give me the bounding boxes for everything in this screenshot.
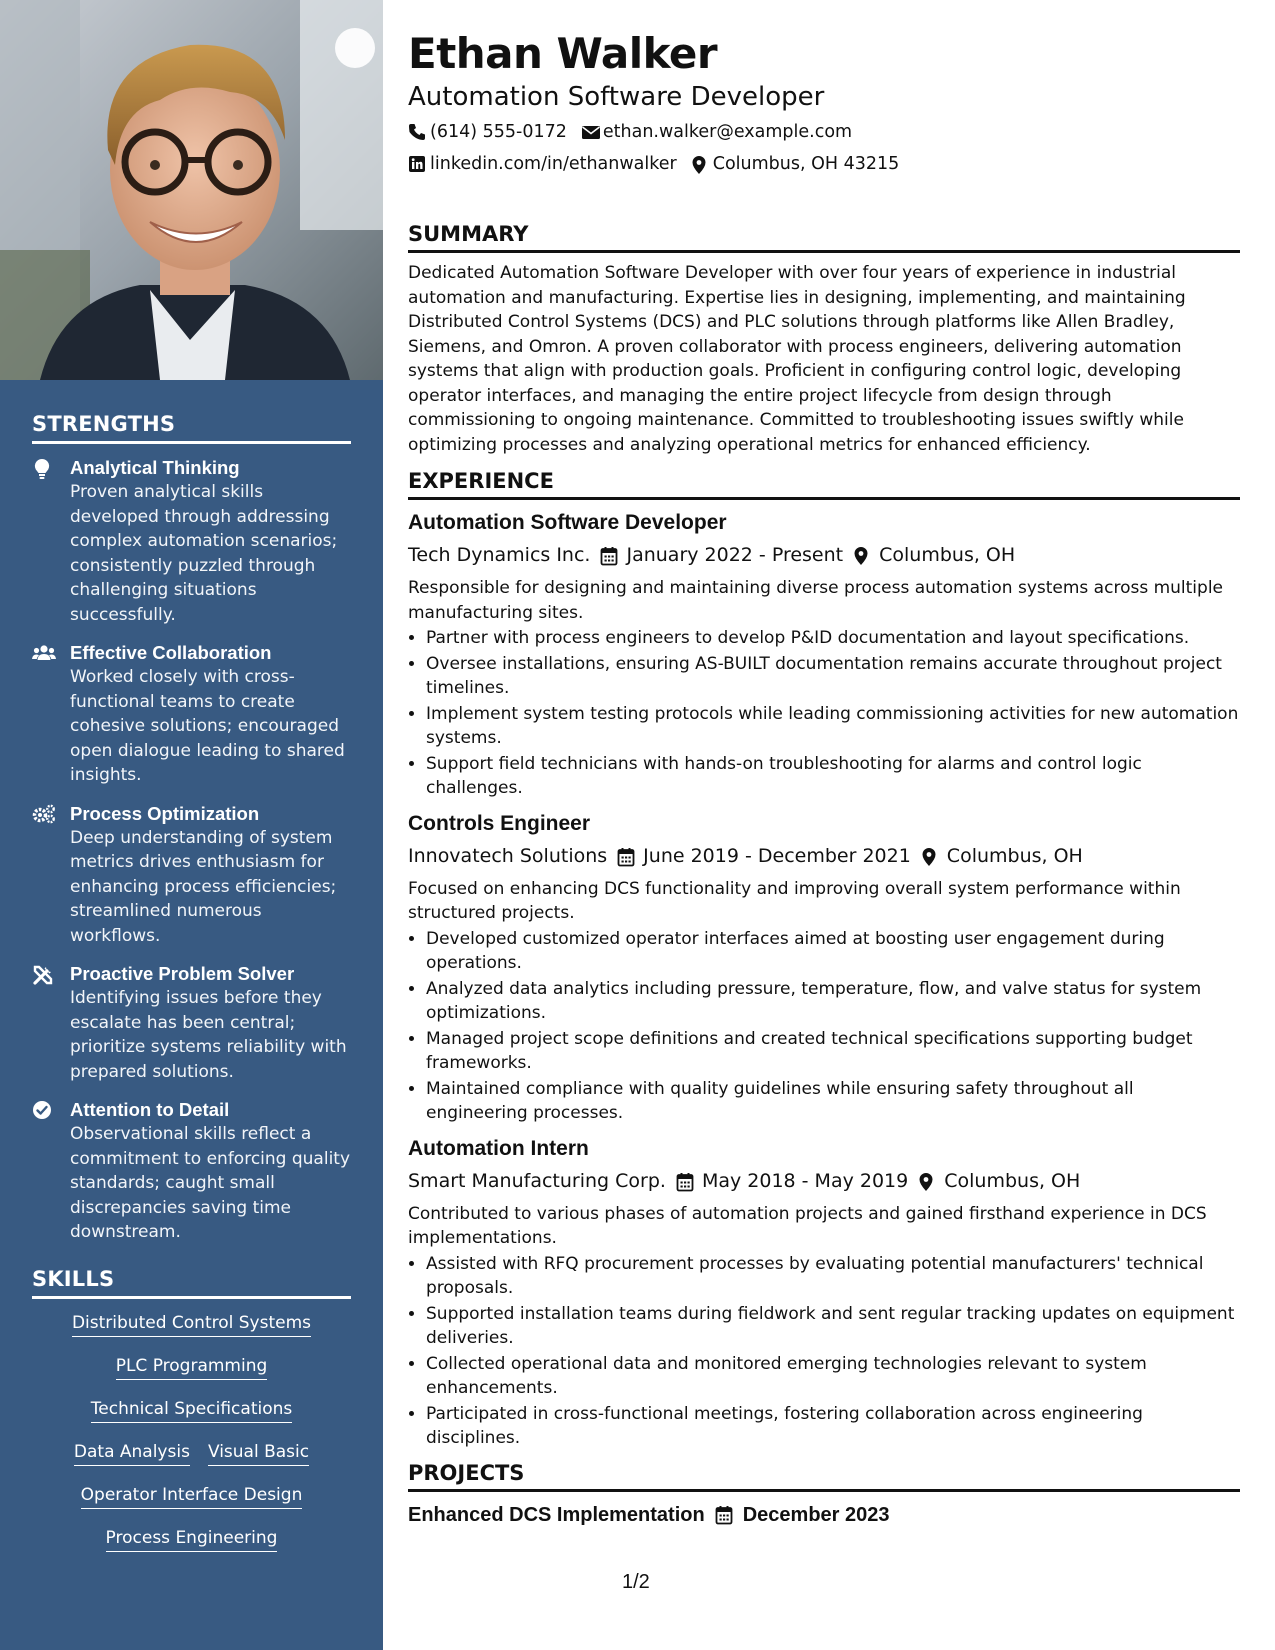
job-dates xyxy=(676,1166,908,1196)
job-bullet: • Developed customized operator interfaces aimed at boosting user engagement during operations. xyxy=(426,927,1240,976)
skill-tag: PLC Programming xyxy=(116,1354,268,1380)
calendar-icon xyxy=(617,846,635,866)
location-text: Columbus, OH 43215 xyxy=(712,154,900,174)
job-bullet: • Managed project scope definitions and created technical specifications supporting budget frameworks. xyxy=(426,1027,1240,1076)
profile-photo xyxy=(0,0,383,380)
job-bullet: • Oversee installations, ensuring AS-BUILT documentation remains accurate throughout project timelines. xyxy=(426,652,1240,701)
strength-title: Attention to Detail xyxy=(70,1099,230,1120)
phone-contact xyxy=(408,122,567,142)
job-meta xyxy=(408,1166,1240,1196)
phone-text: (614) 555-0172 xyxy=(430,122,567,142)
strength-item xyxy=(32,641,351,788)
job-bullet: • Assisted with RFQ procurement processes by evaluating potential manufacturers' technical proposals. xyxy=(426,1252,1240,1301)
job-location xyxy=(918,1166,1080,1196)
sidebar-content xyxy=(32,412,351,1569)
job-title: Controls Engineer xyxy=(408,811,591,835)
linkedin-contact[interactable] xyxy=(408,154,677,174)
phone-icon xyxy=(408,123,426,141)
job-bullet: • Partner with process engineers to develop P&ID documentation and layout specifications. xyxy=(426,626,1240,651)
strength-item xyxy=(32,802,351,949)
contact-row xyxy=(408,118,1240,146)
gears-icon xyxy=(32,804,54,824)
map-pin-icon xyxy=(853,545,871,565)
summary-heading: SUMMARY xyxy=(408,222,1240,253)
skill-tag: Visual Basic xyxy=(208,1440,309,1466)
calendar-icon xyxy=(676,1171,694,1191)
projects-heading: PROJECTS xyxy=(408,1461,1240,1492)
sidebar xyxy=(0,0,383,1650)
skill-tag: Process Engineering xyxy=(106,1526,278,1552)
job-location xyxy=(921,841,1083,871)
map-pin-icon xyxy=(691,155,709,173)
job-title: Automation Intern xyxy=(408,1136,589,1160)
job-description: Responsible for designing and maintaining diverse process automation systems across multiple manufacturing sites. xyxy=(408,578,1224,623)
contact-row xyxy=(408,150,1240,178)
company-name: Smart Manufacturing Corp. xyxy=(408,1169,666,1192)
job-bullet: • Implement system testing protocols while leading commissioning activities for new automation systems. xyxy=(426,702,1240,751)
candidate-title: Automation Software Developer xyxy=(408,82,825,112)
job-location-text: Columbus, OH xyxy=(944,1169,1081,1192)
job-meta xyxy=(408,540,1240,570)
map-pin-icon xyxy=(918,1171,936,1191)
person-photo-icon xyxy=(0,0,383,380)
strength-desc: Observational skills reflect a commitment to enforcing quality standards; caught small discrepancies saving time downstream. xyxy=(70,1124,351,1242)
location-contact xyxy=(691,154,900,174)
job-location-text: Columbus, OH xyxy=(879,544,1016,566)
job-bullet: • Supported installation teams during fieldwork and sent regular tracking updates on equipment deliveries. xyxy=(426,1302,1240,1351)
project-title: Enhanced DCS Implementation xyxy=(408,1503,705,1526)
skill-tag: Technical Specifications xyxy=(91,1397,292,1423)
email-contact[interactable] xyxy=(581,122,852,142)
job-bullet: • Support field technicians with hands-on troubleshooting for alarms and control logic challenges. xyxy=(426,752,1240,801)
job-entry xyxy=(408,508,1240,801)
calendar-icon xyxy=(715,1505,733,1525)
strength-title: Proactive Problem Solver xyxy=(70,963,295,984)
main-content xyxy=(408,28,1240,1530)
job-dates-text: January 2022 - Present xyxy=(626,544,844,566)
strengths-heading: STRENGTHS xyxy=(32,412,351,444)
calendar-icon xyxy=(600,545,618,565)
strength-desc: Identifying issues before they escalate has been central; prioritize systems reliability with prepared solutions. xyxy=(70,988,347,1082)
strength-desc: Worked closely with cross-functional teams to create cohesive solutions; encouraged open dialogue leading to shared insights. xyxy=(70,667,345,785)
job-bullet: • Analyzed data analytics including pressure, temperature, flow, and valve status for system optimizations. xyxy=(426,977,1240,1026)
strength-title: Effective Collaboration xyxy=(70,642,272,663)
project-date: December 2023 xyxy=(742,1503,890,1526)
skills-list xyxy=(32,1311,351,1552)
job-dates-text: May 2018 - May 2019 xyxy=(701,1169,909,1192)
skill-tag: Data Analysis xyxy=(74,1440,190,1466)
job-bullet: • Participated in cross-functional meetings, fostering collaboration across engineering disciplines. xyxy=(426,1402,1240,1451)
check-circle-icon xyxy=(32,1100,54,1120)
page-number: 1/2 xyxy=(622,1571,650,1593)
strength-title: Process Optimization xyxy=(70,802,260,824)
job-dates-text: June 2019 - December 2021 xyxy=(643,844,911,867)
experience-heading: EXPERIENCE xyxy=(408,469,1240,500)
summary-text: Dedicated Automation Software Developer with over four years of experience in industrial automation and manufacturing. Expertise lies in designing, implementing, and maintaining Distributed Control Systems (DCS) and PLC solutions through platforms like Allen Bradley, Siemens, and Omron. A proven collaborator with process engineers, delivering automation systems that align with production goals. Proficient in configuring control logic, developing operator interfaces, and managing the entire project lifecycle from design through commissioning to ongoing maintenance. Committed to troubleshooting issues swiftly while optimizing processes and analyzing operational metrics for enhanced efficiency. xyxy=(408,263,1186,455)
job-entry xyxy=(408,809,1240,1126)
job-location-text: Columbus, OH xyxy=(946,844,1083,867)
linkedin-icon xyxy=(408,155,426,173)
map-pin-icon xyxy=(921,846,939,866)
job-bullets xyxy=(408,626,1240,801)
email-text[interactable]: ethan.walker@example.com xyxy=(602,122,853,142)
strength-item xyxy=(32,1098,351,1245)
job-description: Contributed to various phases of automation projects and gained firsthand experience in DCS implementations. xyxy=(408,1203,1207,1248)
strength-desc: Deep understanding of system metrics drives enthusiasm for enhancing process efficiencies; streamlined numerous workflows. xyxy=(70,827,337,946)
strength-title: Analytical Thinking xyxy=(70,457,240,478)
job-bullets xyxy=(408,1252,1240,1451)
job-title: Automation Software Developer xyxy=(408,511,727,534)
envelope-icon xyxy=(581,123,599,141)
job-meta xyxy=(408,841,1240,871)
strength-item xyxy=(32,456,351,627)
users-icon xyxy=(32,643,54,663)
skill-tag: Distributed Control Systems xyxy=(72,1311,311,1337)
strength-desc: Proven analytical skills developed through addressing complex automation scenarios; consistently puzzled through challenging situations successfully. xyxy=(70,482,338,625)
job-bullet: • Maintained compliance with quality guidelines while ensuring safety throughout all engineering processes. xyxy=(426,1077,1240,1126)
lightbulb-icon xyxy=(32,458,54,478)
project-entry xyxy=(408,1500,1240,1530)
job-bullets xyxy=(408,927,1240,1126)
skills-heading: SKILLS xyxy=(32,1267,351,1299)
job-description: Focused on enhancing DCS functionality and improving overall system performance within structured projects. xyxy=(408,878,1181,923)
job-dates xyxy=(617,841,911,871)
tools-icon xyxy=(32,964,54,984)
linkedin-text[interactable]: linkedin.com/in/ethanwalker xyxy=(430,154,677,174)
candidate-name: Ethan Walker xyxy=(408,29,718,78)
company-name: Innovatech Solutions xyxy=(408,844,608,867)
strengths-list xyxy=(32,456,351,1245)
job-dates xyxy=(600,540,843,570)
job-location xyxy=(853,540,1015,570)
job-bullet: • Collected operational data and monitored emerging technologies relevant to system enhancements. xyxy=(426,1352,1240,1401)
strength-item xyxy=(32,962,351,1084)
skill-tag: Operator Interface Design xyxy=(81,1483,303,1509)
company-name: Tech Dynamics Inc. xyxy=(408,544,591,566)
job-entry xyxy=(408,1134,1240,1451)
